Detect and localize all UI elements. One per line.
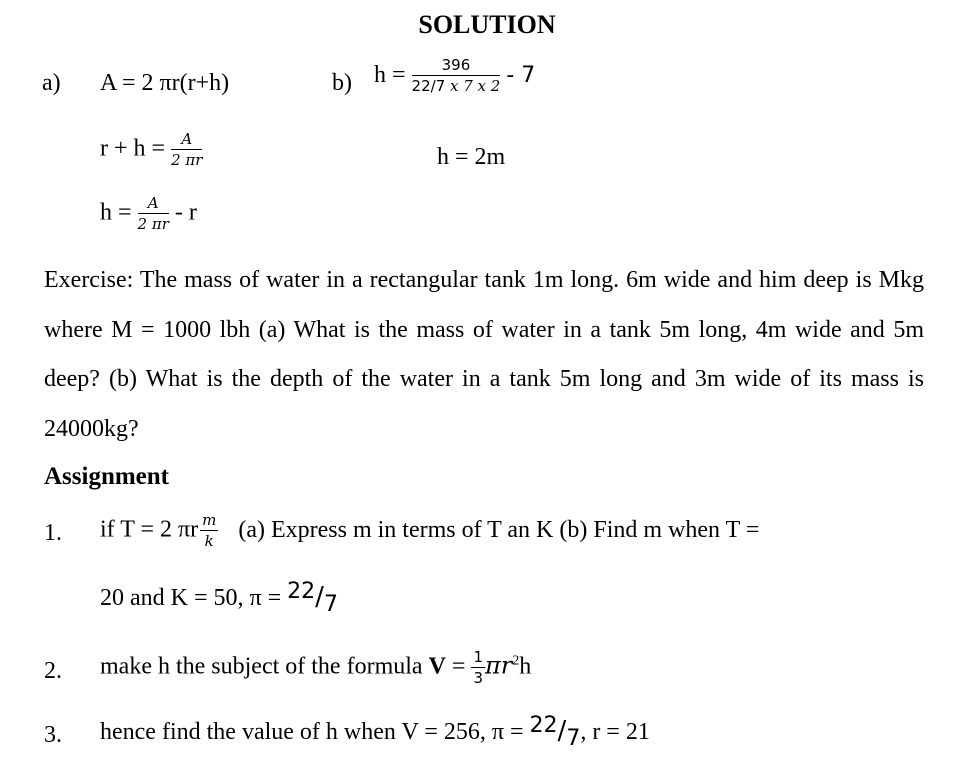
item-3-post: , r = 21: [580, 719, 650, 745]
part-b-equation: [374, 58, 535, 95]
item-2-pi-r: πr: [485, 651, 513, 680]
item-2-fraction: [471, 650, 485, 686]
fraction-numerator: 396: [412, 58, 501, 76]
assignment-item-3-number: 3.: [44, 722, 62, 748]
fraction-numerator: 1: [473, 648, 483, 666]
part-a-label: a): [42, 70, 61, 96]
denominator-rest: x 7 x 2: [445, 77, 501, 95]
assignment-item-1-number: 1.: [44, 520, 62, 546]
item-2-v: V: [428, 653, 446, 680]
fraction-denominator: 3: [473, 669, 483, 687]
part-a-line3-rhs: - r: [174, 199, 197, 226]
item-1-frac-num: 22: [287, 579, 316, 604]
part-a-line1: A = 2 πr(r+h): [100, 70, 230, 96]
sqrt-fraction: [200, 513, 218, 549]
part-a-line3-fraction: [138, 196, 169, 232]
part-a-line2-fraction: [171, 132, 202, 168]
assignment-item-1-line2: 20 and K = 50, π = 22/7: [100, 579, 338, 617]
item-2-eq: =: [445, 653, 466, 680]
item-1-post: (a) Express m in terms of T an K (b) Find m when T =: [238, 516, 760, 543]
item-3-frac-den: 7: [566, 726, 581, 751]
part-a-line2-lhs: r + h =: [100, 135, 166, 162]
part-b-result: h = 2m: [437, 144, 506, 170]
assignment-item-1-line1: [100, 513, 759, 549]
denominator-frac-den: 7: [435, 77, 446, 95]
item-3-pre: hence find the value of h when V = 256, π =: [100, 719, 524, 745]
part-b-fraction: [412, 58, 501, 95]
fraction-denominator: 2 πr: [137, 215, 169, 233]
item-2-sup: 2: [512, 653, 520, 669]
assignment-item-3-text: hence find the value of h when V = 256, π = 22/7, r = 21: [100, 713, 650, 751]
fraction-numerator: A: [138, 196, 169, 214]
fraction-numerator: A: [171, 132, 202, 150]
assignment-item-2-number: 2.: [44, 658, 62, 684]
part-b-rhs: - 7: [506, 63, 536, 89]
item-3-frac-num: 22: [529, 713, 558, 738]
fraction-denominator: 2 πr: [171, 151, 203, 169]
item-1-line2: 20 and K = 50, π =: [100, 585, 282, 611]
part-a-line2: [100, 132, 202, 168]
part-b-label: b): [332, 70, 352, 96]
sqrt-denominator: k: [204, 532, 214, 550]
part-b-lhs: h =: [374, 62, 406, 89]
fraction-denominator: 22/7 x 7 x 2: [411, 77, 501, 95]
item-1-pre: if T = 2 πr: [100, 516, 199, 543]
sqrt-numerator: m: [202, 511, 217, 529]
exercise-paragraph: Exercise: The mass of water in a rectangular tank 1m long. 6m wide and him deep is Mkg where M = 1000 lbh (a) What is the mass of water in a tank 5m long, 4m wide and 5m deep? (b) What is the depth of the water in a tank 5m long and 3m wide of its mass is 24000kg?: [44, 267, 924, 442]
item-2-pre: make h the subject of the formula: [100, 653, 423, 680]
page-title: SOLUTION: [418, 10, 556, 39]
denominator-frac-num: 22: [411, 77, 431, 95]
part-a-line3: [100, 196, 197, 232]
assignment-heading: Assignment: [44, 463, 170, 490]
item-1-frac-den: 7: [323, 592, 338, 617]
item-2-h: h: [519, 653, 532, 680]
assignment-item-2-text: [100, 650, 531, 686]
part-a-line3-lhs: h =: [100, 199, 132, 226]
